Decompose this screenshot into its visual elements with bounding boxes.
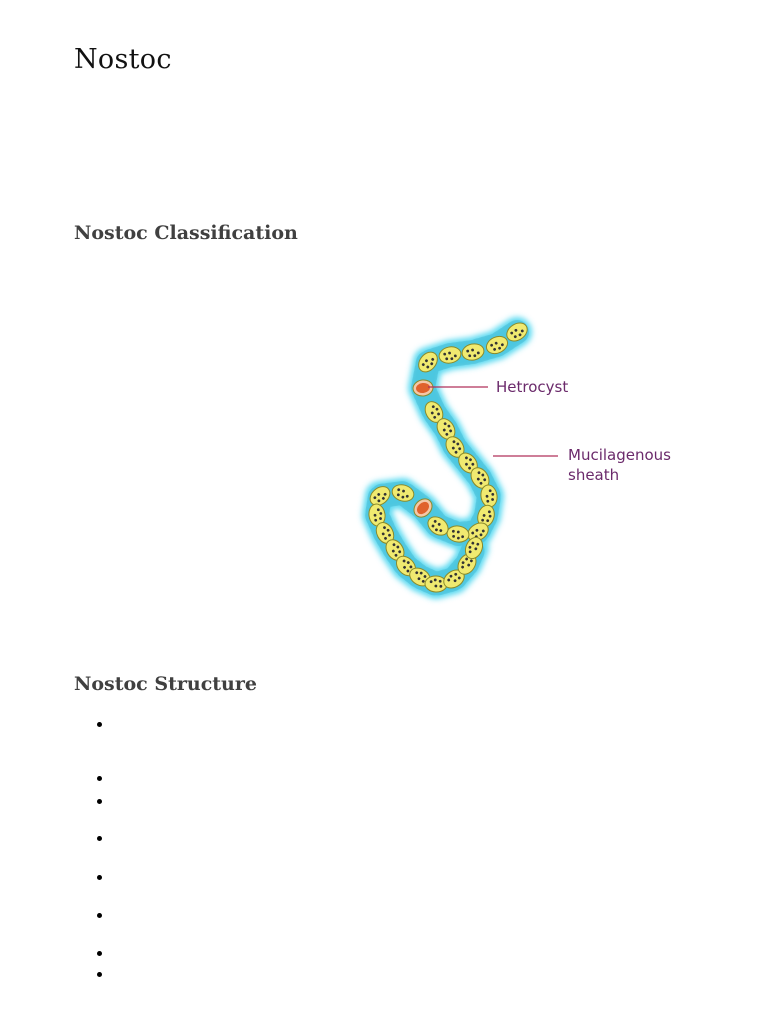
- nostoc-diagram: [340, 300, 700, 610]
- bullet-item: [97, 875, 102, 880]
- document-title: Nostoc: [74, 44, 172, 75]
- bullet-item: [97, 799, 102, 804]
- bullet-item: [97, 972, 102, 977]
- bullet-item: [97, 951, 102, 956]
- bullet-item: [97, 836, 102, 841]
- section-heading-classification: Nostoc Classification: [74, 222, 298, 244]
- nostoc-filament-illustration: [340, 300, 700, 610]
- heterocyst-label: Hetrocyst: [496, 378, 569, 396]
- section-heading-structure: Nostoc Structure: [74, 673, 257, 695]
- sheath-label-line1: Mucilagenous: [568, 446, 671, 464]
- bullet-item: [97, 913, 102, 918]
- bullet-item: [97, 776, 102, 781]
- sheath-label-line2: sheath: [568, 466, 620, 484]
- bullet-item: [97, 722, 102, 727]
